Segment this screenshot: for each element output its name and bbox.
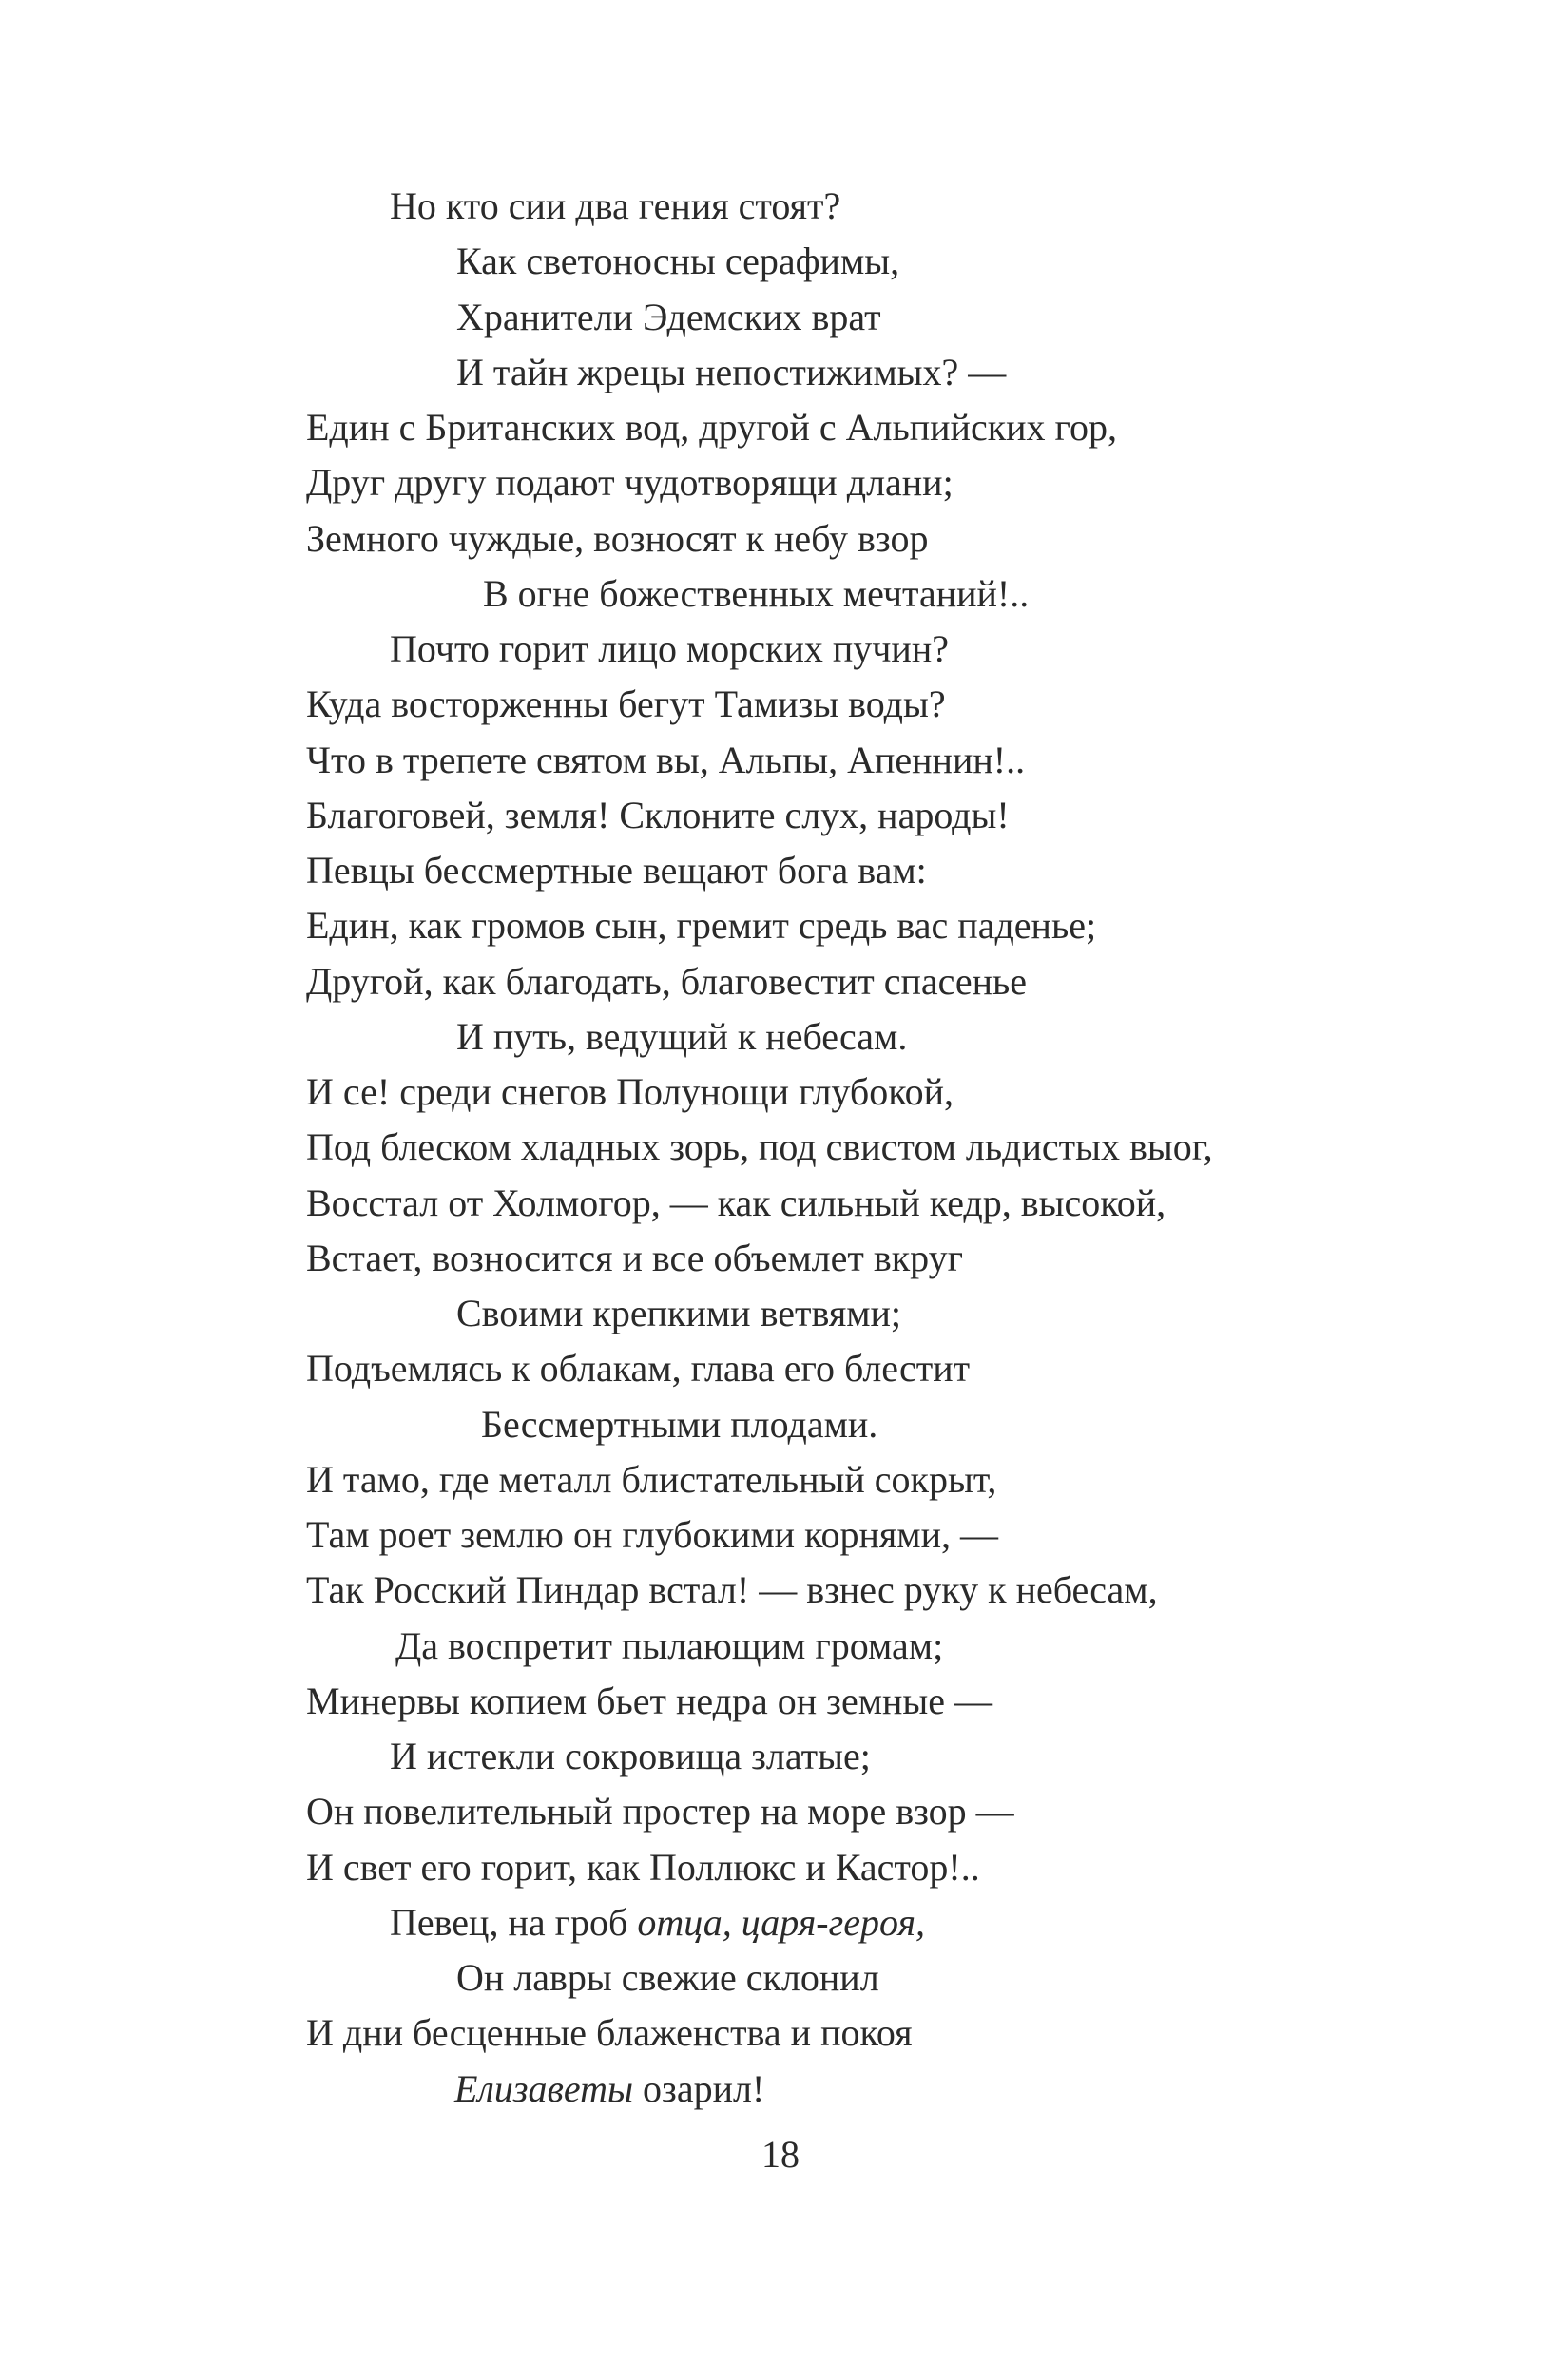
poem-line: Минервы копием бьет недра он земные — [306, 1679, 993, 1722]
poem-line: И тайн жрецы непостижимых? — [456, 351, 1007, 393]
poem-line: Как светоносны серафимы, [456, 240, 900, 282]
poem-line: Хранители Эдемских врат [456, 296, 881, 338]
poem-line: Подъемлясь к облакам, глава его блестит [306, 1347, 971, 1390]
poem-line [390, 1900, 925, 1946]
poem-line: Да воспретит пылающим громам; [395, 1624, 944, 1667]
poem-line: Куда восторженны бегут Тамизы воды? [306, 682, 946, 725]
poem-line: И свет его горит, как Поллюкс и Кастор!.. [306, 1846, 980, 1889]
poem-line: Он повелительный простер на море взор — [306, 1790, 1014, 1833]
poem-line: Своими крепкими ветвями; [456, 1292, 902, 1334]
poem-line: Что в трепете святом вы, Альпы, Апеннин!.. [306, 739, 1026, 781]
poem-line: И истекли сокровища златые; [390, 1735, 871, 1777]
poem-line: Под блеском хладных зорь, под свистом льдистых выог, [306, 1125, 1213, 1168]
poem-line: И дни бесценные блаженства и покоя [306, 2011, 913, 2054]
poem-line: И путь, ведущий к небесам. [456, 1015, 908, 1058]
poem-line: Другой, как благодать, благовестит спасенье [306, 960, 1028, 1003]
poem-line: Един, как громов сын, гремит средь вас паденье; [306, 904, 1097, 947]
poem-line: Там роет землю он глубокими корнями, — [306, 1513, 998, 1556]
poem-line: Восстал от Холмогор, — как сильный кедр, высокой, [306, 1181, 1166, 1224]
poem-line [454, 2066, 764, 2112]
text-segment: Певец, на гроб [390, 1901, 638, 1944]
text-segment: озарил! [633, 2067, 765, 2110]
poem-line: Но кто сии два гения стоят? [390, 184, 841, 227]
poem-line: Земного чуждые, возносят к небу взор [306, 517, 929, 560]
poem-line: Почто горит лицо морских пучин? [390, 627, 949, 670]
poem-line: Так Росский Пиндар встал! — взнес руку к небесам, [306, 1568, 1158, 1611]
poem-line: Певцы бессмертные вещают бога вам: [306, 849, 927, 892]
poem-line: Един с Британских вод, другой с Альпийских гор, [306, 406, 1117, 449]
poem-line: Благоговей, земля! Склоните слух, народы! [306, 794, 1010, 836]
poem-line: В огне божественных мечтаний!.. [483, 572, 1030, 615]
poem-line: Встает, возносится и все объемлет вкруг [306, 1237, 964, 1279]
poem-line: И тамо, где металл блистательный сокрыт, [306, 1458, 997, 1501]
poem-line: Он лавры свежие склонил [456, 1956, 879, 1999]
italic-segment: отца, царя-героя, [637, 1901, 926, 1944]
poem-line: Бессмертными плодами. [481, 1403, 878, 1446]
poem-line: И се! среди снегов Полунощи глубокой, [306, 1070, 954, 1113]
poem-line: Друг другу подают чудотворящи длани; [306, 461, 954, 504]
italic-segment: Елизаветы [454, 2067, 634, 2110]
page-number: 18 [761, 2133, 800, 2176]
